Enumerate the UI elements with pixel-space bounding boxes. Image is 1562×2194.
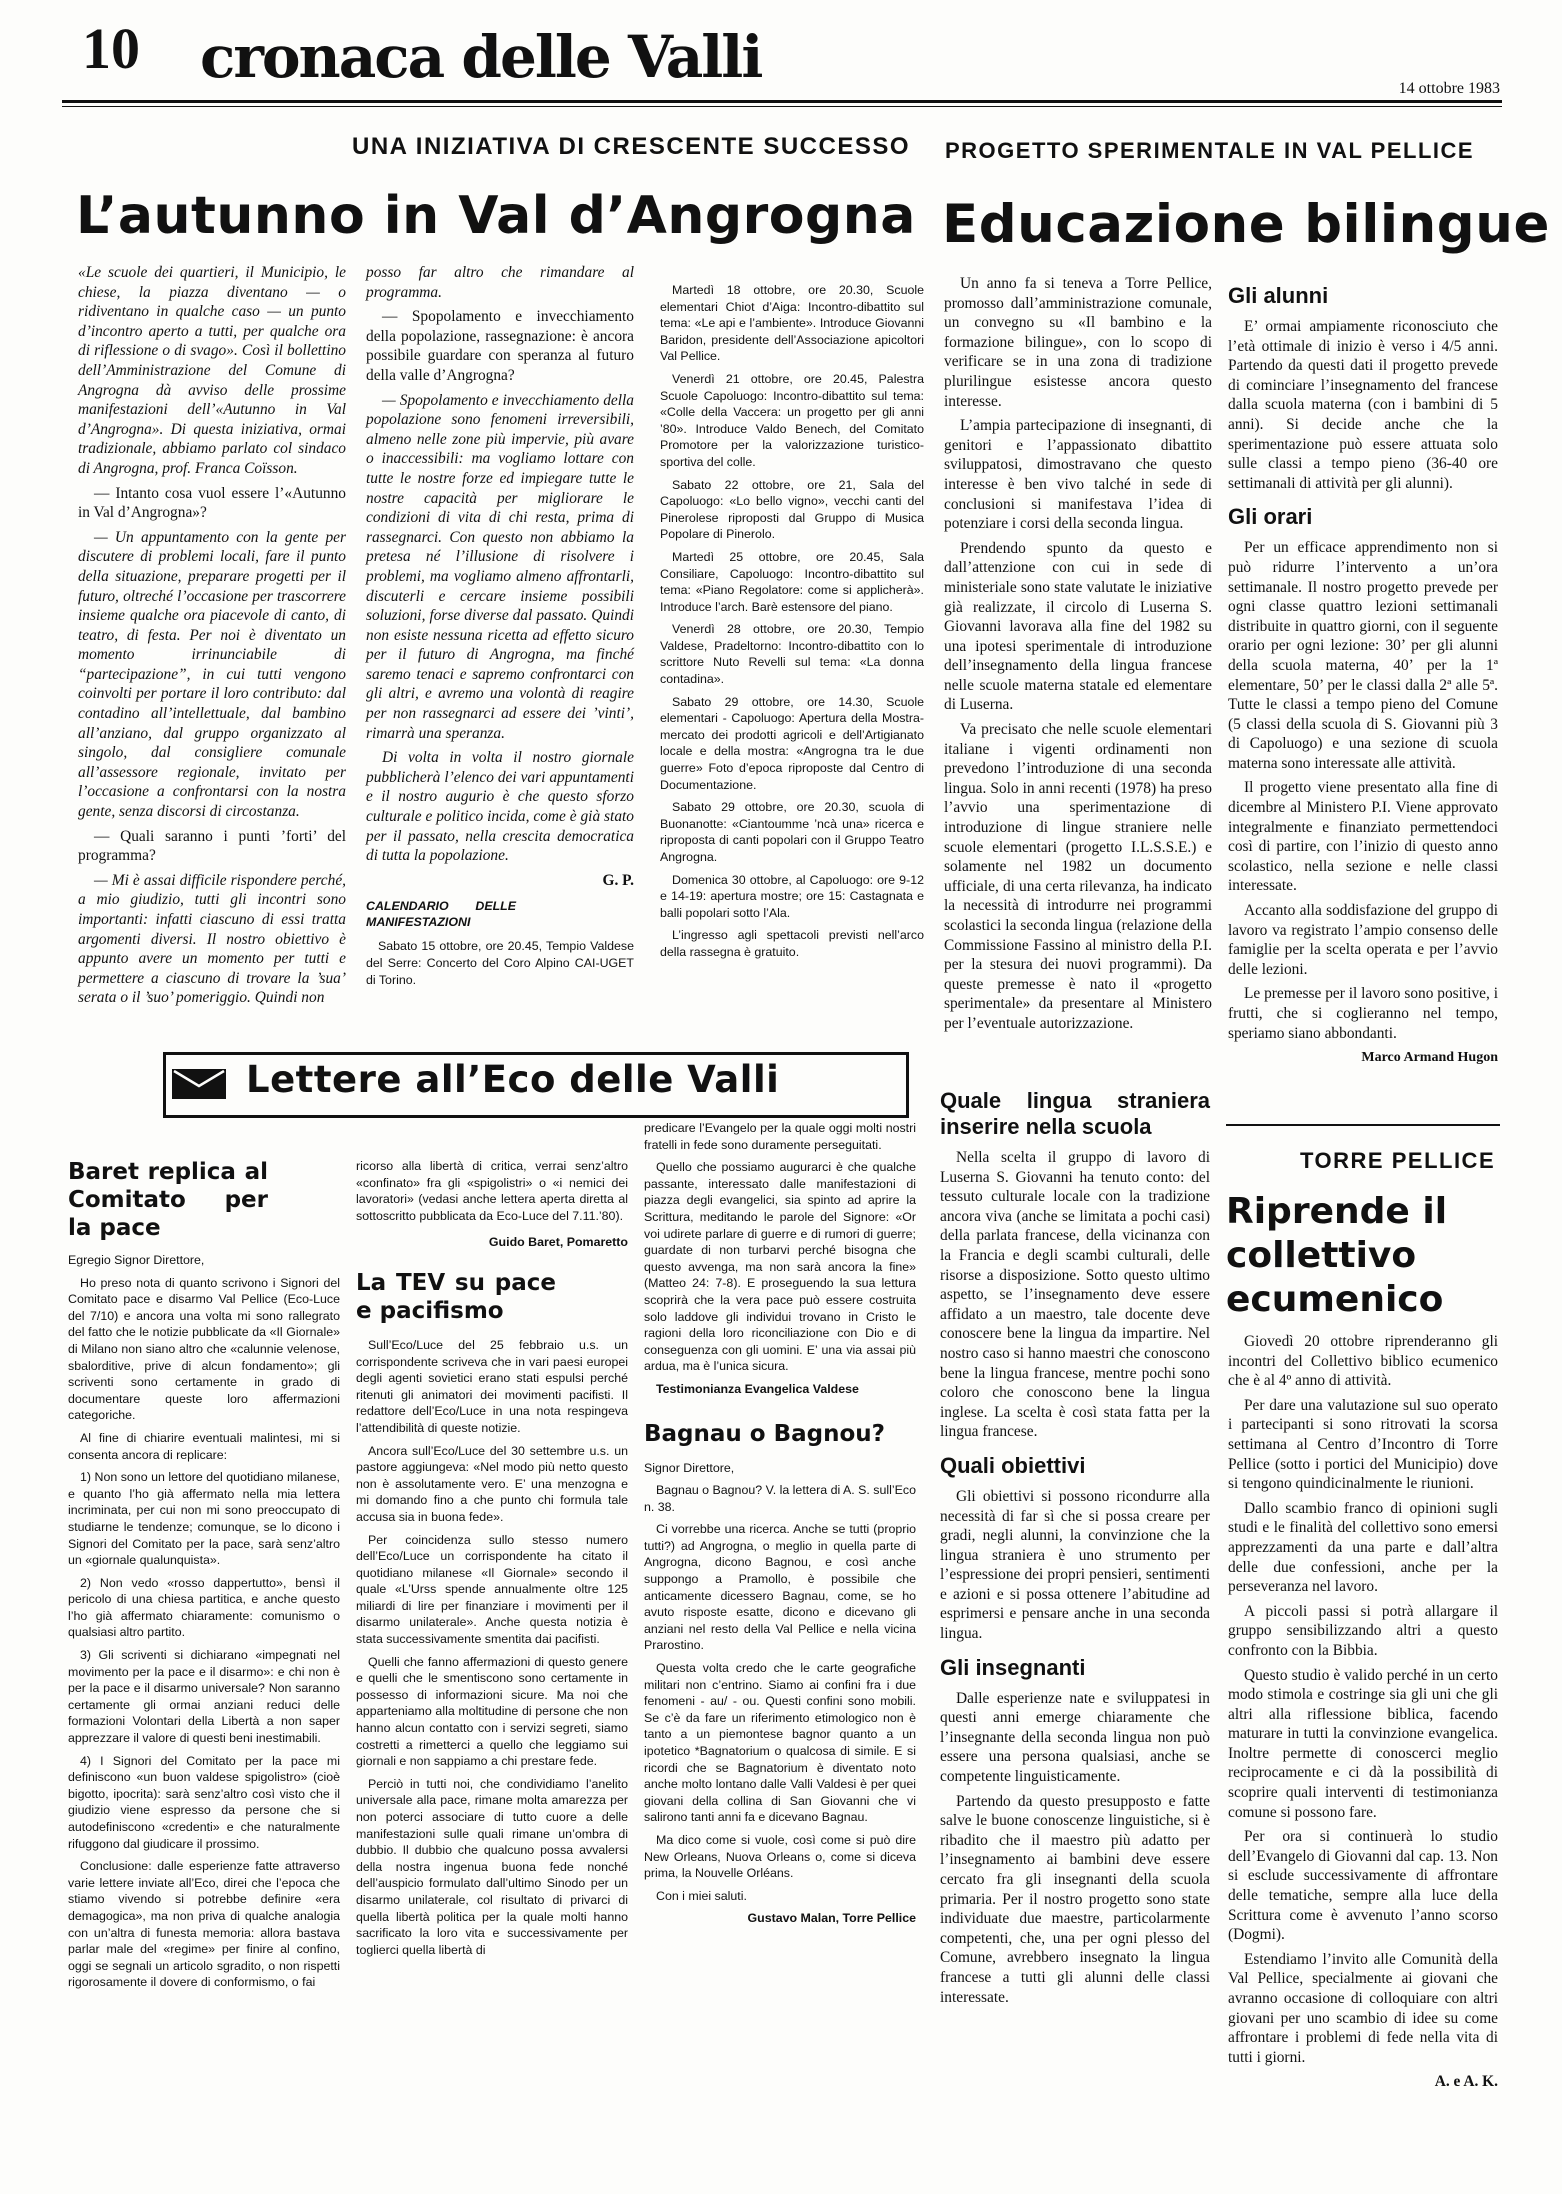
paragraph: Bagnau o Bagnou? V. la lettera di A. S. sull’Eco n. 38. xyxy=(644,1483,916,1514)
calendar-entry: Sabato 29 ottobre, ore 14.30, Scuole elementari - Capoluogo: Apertura della Mostra-mercato dei prodotti agricoli e dell’Artigianato locale e della mostra: «Angrogna tra le due guerre» Foto d’epoca riproposte dal Centro di Documentazione. xyxy=(660,694,924,792)
calendar-entry: L’ingresso agli spettacoli previsti nell’arco della rassegna è gratuito. xyxy=(660,928,924,959)
paragraph: ricorso alla libertà di critica, verrai senz’altro «confinato» fra gli «spigolistri» o «i nemici dei lavoratori» (vedasi anche lettera aperta diretta al sottoscritto pubblicata da Eco-Luce del 7.11.’80). xyxy=(356,1159,628,1223)
bilingue-column-3 xyxy=(940,1084,1210,2012)
paragraph: Per dare una valutazione sul suo operato i partecipanti si sono ritrovati la scorsa settimana al Centro d’Incontro di Torre Pellice (sotto i portici del Municipio) dove si tengono quindicinalmente le riunioni. xyxy=(1228,1396,1498,1493)
paragraph: — Un appuntamento con la gente per discutere di problemi locali, fare il punto della situazione, preparare progetti per il futuro, oltreché l’occasione per trascorrere insieme qualche ora piacevole di canto, di teatro, di festa. Per noi è diventato un momento irrinunciabile di “partecipazione”, in cui tutti vengono coinvolti per portare il loro contributo: dal contadino all’intellettuale, dal bambino all’anziano, dal gruppo organizzato al singolo, dal consigliere comunale all’assessore regionale, invitato per l’occasione a confrontarsi con la nostra gente, senza discorsi di circostanza. xyxy=(78,528,346,821)
paragraph: 4) I Signori del Comitato per la pace mi definiscono «un buon valdese spigolistro» (cioè bigotto, ipocrita): sarà senz’altro così visto che il giudizio viene espresso da persone che si autodefiniscono «credenti» e che naturalmente rifuggono dal giudicare il prossimo. xyxy=(68,1753,340,1851)
paragraph: Va precisato che nelle scuole elementari italiane i vigenti ordinamenti non prevedono l’introduzione di una seconda lingua. Solo in anni recenti (1978) ha preso l’avvio una sperimentazione di introduzione di lingue straniere nelle scuole elementari (progetto I.L.S.S.E.) e solamente nel 1982 un documento ufficiale, di una certa rilevanza, ha indicato la necessità di introdurre nei programmi scolastici la seconda lingua (relazione della Commissione Fassino al ministro della P.I. per la stesura dei nuovi programmi). Da queste premesse è nato il «progetto sperimentale» da presentare al Ministero per l’eventuale autorizzazione. xyxy=(944,721,1212,1032)
paragraph: «Le scuole dei quartieri, il Municipio, le chiese, la piazza diventano — o ridiventano in qualche caso — un punto d’incontro aperto a tutti, per qualche ora di riflessione o di svago». Così il bollettino dell’Amministrazione del Comune di Angrogna dà avviso delle prossime manifestazioni dell’«Autunno in Val d’Angrogna». Di questa iniziativa, ormai tradizionale, abbiamo parlato col sindaco di Angrogna, prof. Franca Coïsson. xyxy=(78,264,346,477)
calendar-entry: Martedì 18 ottobre, ore 20.30, Scuole elementari Chiot d’Aiga: Incontro-dibattito sul tema: «Le api e l’ambiente». Introduce Giovanni Baridon, presidente dell’Associazione apicoltori Val Pellice. xyxy=(660,283,924,364)
paragraph: Questo studio è valido perché in un certo modo stimola e costringe sia gli uni che gli altri alla riflessione biblica, facendo maturare in tutti la convinzione evangelica. Inoltre permette di conoscerci meglio reciprocamente e ci dà la possibilità di scoprire quali interventi di testimonianza comune si possono fare. xyxy=(1228,1666,1498,1821)
paragraph: Conclusione: dalle esperienze fatte attraverso varie lettere inviate all’Eco, direi che l’epoca che stiamo vivendo si potrebbe definire «era demagogica», ma non priva di qualche analogia con un’altra di funesta memoria: allora bastava parlar male del «regime» per finire al confino, oggi se segnali un articolo sgradito, o non rispetti rigorosamente il dovere di conformismo, o fai xyxy=(68,1859,340,1990)
paragraph: Partendo da questo presupposto e fatte salve le buone conoscenze linguistiche, si è ribadito che il maestro più adatto per l’insegnamento ai bambini deve essere cercato fra gli insegnanti della scuola primaria. Per il nostro progetto sono state individuate due maestre, particolarmente competenti, che, una per ogni plesso del Comune, avrebbero insegnato la lingua francese a tutti gli alunni delle classi interessate. xyxy=(940,1792,1210,2006)
paragraph: Nella scelta il gruppo di lavoro di Luserna S. Giovanni ha tenuto conto: del tessuto culturale locale con la tradizione ancora viva (anche se limitata a pochi casi) della parlata francese, della vicinanza con la Francia e degli scambi culturali, delle risorse a disposizione. Sotto questo ultimo aspetto, se l’insegnamento deve essere affidato a un maestro, tale docente deve conoscere bene la lingua da impartire. Nel nostro caso si hanno maestri che conoscono bene la lingua francese, mentre pochi sono coloro che conoscono bene la lingua inglese. La scelta è così stata fatta per la lingua francese. xyxy=(940,1149,1210,1441)
subheading-insegnanti: Gli insegnanti xyxy=(940,1654,1086,1680)
subheading-alunni: Gli alunni xyxy=(1228,283,1329,308)
paragraph: Ho preso nota di quanto scrivono i Signori del Comitato pace e disarmo Val Pellice (Eco-Luce del 7/10) e ancora una volta mi sono rallegrato del fatto che le notizie pubblicate da «Il Giornale» di Milano non siano altro che «calunnie velenose, sbalorditive, prive di alcun fondamento»; gli scriventi sono certamente in grado di documentare queste loro affermazioni categoriche. xyxy=(68,1275,340,1423)
letter-baret-title: Baret replica al Comitato per la pace xyxy=(68,1159,268,1241)
torre-headline: Riprende il collettivo ecumenico xyxy=(1226,1191,1448,1320)
paragraph: Giovedì 20 ottobre riprenderanno gli incontri del Collettivo biblico ecumenico che è al 4º anno di attività. xyxy=(1228,1333,1498,1390)
paragraph: 1) Non sono un lettore del quotidiano milanese, e quanto l’ho già affermato nella mia lettera incriminata, per cui non mi sono preoccupato di studiarne le tendenze; comunque, se lo dicono i Signori del Comitato per la pace, sarà senz’altro un «giornale qualunquista». xyxy=(68,1470,340,1568)
torre-rule xyxy=(1226,1124,1500,1126)
letter-tev-title: La TEV su pace e pacifismo xyxy=(356,1269,556,1324)
bilingue-column-1 xyxy=(944,274,1212,1039)
subheading-orari: Gli orari xyxy=(1228,504,1313,530)
issue-date: 14 ottobre 1983 xyxy=(1398,80,1500,97)
paragraph: Estendiamo l’invito alle Comunità della Val Pellice, specialmente ai giovani che avranno occasione di colloquiare con altri giovani per uno scambio di idee su come affrontare i problemi di fede nella vita di tutti i giorni. xyxy=(1228,1950,1498,2066)
article-signature: A. e A. K. xyxy=(1434,2073,1498,2091)
article-signature: Marco Armand Hugon xyxy=(1361,1050,1498,1066)
bilingue-kicker: PROGETTO SPERIMENTALE IN VAL PELLICE xyxy=(945,138,1475,163)
paragraph: Egregio Signor Direttore, xyxy=(68,1253,205,1267)
paragraph: — Spopolamento e invecchiamento della popolazione sono fenomeni irreversibili, almeno nelle zone più impervie, più avare o inaccessibili: ma vogliamo lottare con tutte le nostre forze ed impiegare tutte le nostre capacità per migliorare le condizioni di vita di chi resta, prima di rassegnarci. Con questo non abbiamo la pretesa né l’illusione di risolvere i problemi, ma vogliamo almeno affrontarli, discuterli e cercare insieme possibili soluzioni, forse diverse dal passato. Quindi non esiste nessuna ricetta ad effetto sicuro per il futuro di Angrogna, ma finché saremo tenaci e sapremo confrontarci con gli altri, e avremo una volontà di reagire per non rassegnarci ad essere dei ’vinti’, rimarrà una speranza. xyxy=(366,391,634,742)
paragraph: Con i miei saluti. xyxy=(656,1888,747,1903)
paragraph: Quello che possiamo augurarci è che qualche passante, interessato dalle manifestazioni di piazza degli evangelici, sia spinto ad aprire la Scrittura, meditando le parole del Signore: «Or voi udirete parlare di guerre e di rumori di guerre; guardate di non turbarvi perché bisogna che questo avvenga, ma non sarà ancora la fine» (Matteo 24: 7-8). E proseguendo la sua lettura scoprirà che la vera pace può essere costruita solo laddove gli individui trovano in Cristo le ragioni della loro riconciliazione con Dio e di conseguenza con gli uomini. E’ una via assai più ardua, ma è l’unica sicura. xyxy=(644,1160,916,1374)
paragraph: — Quali saranno i punti ’forti’ del programma? xyxy=(78,827,346,865)
torre-kicker: TORRE PELLICE xyxy=(1300,1148,1496,1173)
paragraph: 3) Gli scriventi si dichiarano «impegnati nel movimento per la pace e il disarmo»: e chi non è per la pace e il disarmo universale? Non saranno certamente gli ormai anziani reduci delle formazioni Volontari della Libertà a non saper apprezzare il valore di questi beni inestimabili. xyxy=(68,1648,340,1746)
angrogna-column-1 xyxy=(78,263,346,1013)
calendar-entry: Sabato 22 ottobre, ore 21, Sala del Capoluogo: «Lo bello vigno», vecchi canti del Pinerolese riproposti dal Gruppo di Musica Popolare di Pinerolo. xyxy=(660,477,924,542)
paragraph: Il progetto viene presentato alla fine di dicembre al Ministero P.I. Viene approvato integralmente e finanziato permettendoci così di partire, con l’inizio di questo anno scolastico, nella sezione e nelle classi interessate. xyxy=(1228,779,1498,895)
letter-baret-column xyxy=(68,1158,340,1997)
paragraph: — Spopolamento e invecchiamento della popolazione, rassegnazione: è ancora possibile guardare con speranza al futuro della valle d’Angrogna? xyxy=(366,308,634,384)
paragraph: Perciò in tutti noi, che condividiamo l’anelito universale alla pace, rimane molta amarezza per non poterci associare di tutto cuore a delle manifestazioni sulle quali rimane un’ombra di dubbio. Il dubbio che qualcuno possa avvalersi della nostra ingenua buona fede nonché dell’auspicio formulato dall’ultimo Sinodo per un disarmo unilaterale, col risultato di privarci di quella libertà politica per la quale molti hanno sacrificato la loro vita e successivamente per toglierci quella libertà di xyxy=(356,1776,628,1957)
paragraph: Le premesse per il lavoro sono positive, i frutti, che si coglieranno nel tempo, speriamo siano abbondanti. xyxy=(1228,985,1498,1042)
paragraph: 2) Non vedo «rosso dappertutto», bensì il pericolo di una chiesa partitica, e anche questo l’ho già affermato chiaramente: comunismo o qualsiasi altro partito. xyxy=(68,1575,340,1640)
paragraph: — Intanto cosa vuol essere l’«Autunno in Val d’Angrogna»? xyxy=(78,484,346,522)
paragraph: Questa volta credo che le carte geografiche militari non c’entrino. Siamo ai confini fra i due fenomeni - au/ - ou. Questi confini sono mobili. Se c’è da fare un riferimento etimologico non è tanto a un piemontese bagnor quanto a un ipotetico *Bagnatorium o qualcosa di simile. E si ricordi che se Bagnatorium è diventato noto anche molto lontano dalle Valli Valdesi è per quei giovani della collina di San Giovanni che vi salirono tanti anni fa e dicevano Bagnau. xyxy=(644,1661,916,1825)
paragraph: Ci vorrebbe una ricerca. Anche se tutti (proprio tutti?) ad Angrogna, o meglio in quella parte di Angrogna, dicono Bagnou, e così anche suppongo a Pramollo, è possibile che anticamente dicessero Bagnau, come, se ho avuto risposte esatte, dicono e dicevano gli anziani nel resto della Val Pellice e nella vicina Prarostino. xyxy=(644,1522,916,1653)
paragraph: Quelli che fanno affermazioni di questo genere e quelli che le smentiscono sono certamente in possesso di informazioni sicure. Ma noi che apparteniamo alla moltitudine di persone che non hanno alcun contatto con i servizi segreti, siamo costretti a rimetterci a quello che leggiamo sui giornali e non sappiamo a chi prestare fede. xyxy=(356,1654,628,1769)
lettere-banner-title: Lettere all’Eco delle Valli xyxy=(246,1058,780,1101)
calendar-title: CALENDARIO DELLE MANIFESTAZIONI xyxy=(366,899,516,930)
letter-tev-column xyxy=(356,1158,628,1964)
paragraph: Per ora si continuerà lo studio dell’Evangelo di Giovanni dal cap. 13. Non si esclude successivamente di affrontare delle tematiche, sempre alla luce della Scrittura come è avvenuto l’anno scorso (Dogmi). xyxy=(1228,1828,1498,1944)
paragraph: Dalle esperienze nate e sviluppatesi in questi anni emerge chiaramente che l’insegnante della seconda lingua non può essere una persona qualsiasi, anche se competente linguisticamente. xyxy=(940,1689,1210,1786)
calendar-entry: Venerdì 21 ottobre, ore 20.45, Palestra Scuole Capoluogo: Incontro-dibattito sul tema: «Colle della Vaccera: un progetto per gli anni ’80». Introduce Valdo Benech, del Comitato Promotore per la valorizzazione turistico-sportiva del colle. xyxy=(660,371,924,469)
paragraph: Per un efficace apprendimento non si può ridurre l’intervento a un’ora settimanale. Il nostro progetto prevede per ogni classe quattro lezioni settimanali distribuite in quattro giorni, con il seguente orario per ogni lezione: 30’ per gli alunni della scuola materna, 40’ per la 1ª elementare, 50’ per le classi dalla 2ª alle 5ª. Tutte le classi a tempo pieno del Comune (5 classi della scuola di S. Giovanni più 3 di Capoluogo) e una sezione di scuola materna sono interessate alle attività. xyxy=(1228,539,1498,772)
lettere-banner xyxy=(163,1052,909,1118)
letter-signature: Testimonianza Evangelica Valdese xyxy=(656,1381,859,1396)
paragraph: Dallo scambio franco di opinioni sugli studi e le finalità del collettivo sono emersi apprezzamenti da una parte e dall’altra delle due confessioni, anche per la perseveranza nel lavoro. xyxy=(1228,1499,1498,1596)
paragraph: Al fine di chiarire eventuali malintesi, mi si consenta ancora di replicare: xyxy=(68,1430,340,1462)
paragraph: Accanto alla soddisfazione del gruppo di lavoro va registrato l’ampio consenso delle famiglie per la scelta operata e per l’avvio delle lezioni. xyxy=(1228,902,1498,978)
paragraph: Sull’Eco/Luce del 25 febbraio u.s. un corrispondente scriveva che in vari paesi europei degli agenti sovietici erano stati espulsi perché ritenuti gli animatori dei movimenti pacifisti. Il redattore dell’Eco/Luce in una nota respingeva l’attendibilità di queste notizie. xyxy=(356,1337,628,1435)
paragraph: Gli obiettivi si possono ricondurre alla necessità di far sì che si possa creare per gradi, negli alunni, la convinzione che la lingua straniera è uno strumento per l’espressione dei propri pensieri, sentimenti e azioni e si possa ottenere l’abitudine ad esprimersi e pensare anche in una seconda lingua. xyxy=(940,1487,1210,1643)
paragraph: predicare l’Evangelo per la quale oggi molti nostri fratelli in fede sono duramente perseguitati. xyxy=(644,1121,916,1152)
subheading-obiettivi: Quali obiettivi xyxy=(940,1452,1086,1478)
calendar-column xyxy=(660,282,924,967)
calendar-entry: Martedì 25 ottobre, ore 20.45, Sala Consiliare, Capoluogo: Incontro-dibattito sul tema: «Piano Regolatore: come si applicherà». Introduce l’arch. Barè estensore del piano. xyxy=(660,549,924,614)
torre-body xyxy=(1228,1332,1498,2097)
angrogna-column-2 xyxy=(366,263,634,988)
angrogna-kicker: UNA INIZIATIVA DI CRESCENTE SUCCESSO xyxy=(352,133,911,160)
masthead-rule-thin xyxy=(62,106,1502,107)
paragraph: Prendendo spunto da questo e dall’attenzione con cui in sede di ministeriale sono state valutate le iniziative già realizzate, il circolo di Luserna S. Giovanni lavorava alla fine del 1982 su una ipotesi sperimentale di introduzione dell’insegnamento della lingua francese nelle scuole materna statale ed elementare di Luserna. xyxy=(944,539,1212,714)
calendar-entry: Sabato 29 ottobre, ore 20.30, scuola di Buonanotte: «Ciantoumme ’ncà una» ricerca e riproposta di canti popolari con il Gruppo Teatro Angrogna. xyxy=(660,800,924,864)
paragraph: — Mi è assai difficile rispondere perché, a mio giudizio, tutti gli incontri sono importanti: infatti ciascuno di essi tratta argomenti diversi. Il nostro obiettivo è appunto avere un momento per tutti e permettere a ciascuno di trovare la ’sua’ serata o il ’suo’ pomeriggio. Quindi non xyxy=(78,871,346,1007)
bilingue-headline: Educazione bilingue xyxy=(942,194,1550,255)
letter-bagnau-title: Bagnau o Bagnou? xyxy=(644,1420,886,1447)
letter-bagnau-column xyxy=(644,1120,916,1933)
envelope-icon xyxy=(172,1069,226,1099)
calendar-entry: Venerdì 28 ottobre, ore 20.30, Tempio Valdese, Pradeltorno: Incontro-dibattito con lo scrittore Nuto Revelli sul tema: «La donna contadina». xyxy=(660,622,924,687)
bilingue-column-2 xyxy=(1228,278,1498,1073)
paragraph: Ma dico come si vuole, così come si può dire New Orleans, Nuova Orleans o, come si diceva prima, la Nouvelle Orléans. xyxy=(644,1832,916,1881)
paragraph: Signor Direttore, xyxy=(644,1460,735,1475)
masthead-rule xyxy=(62,100,1502,103)
subheading-quale-lingua: Quale lingua straniera inserire nella scuola xyxy=(940,1088,1210,1139)
letter-signature: Gustavo Malan, Torre Pellice xyxy=(747,1911,916,1926)
paragraph: Di volta in volta il nostro giornale pubblicherà l’elenco dei vari appuntamenti e il nostro augurio è che questo sforzo culturale e politico incida, come è già stato per il passato, nella crescita democratica di tutta la popolazione. xyxy=(366,749,634,865)
paragraph: posso far altro che rimandare al programma. xyxy=(366,264,634,301)
angrogna-headline: L’autunno in Val d’Angrogna xyxy=(76,186,916,246)
page-number: 10 xyxy=(82,16,140,81)
paragraph: A piccoli passi si potrà allargare il gruppo sensibilizzando altri a questo confronto con la Bibbia. xyxy=(1228,1602,1498,1659)
paragraph: Ancora sull’Eco/Luce del 30 settembre u.s. un pastore aggiungeva: «Nel modo più netto questo non è assolutamente vero. E’ una menzogna e mi domando fino a che punto chi formula tale accusa sia in buona fede». xyxy=(356,1443,628,1524)
paragraph: E’ ormai ampiamente riconosciuto che l’età ottimale di inizio è verso i 4/5 anni. Partendo da questi dati il progetto prevede di cominciare l’insegnamento del francese dalla scuola materna (con i bambini di 5 anni). Si decide anche che la sperimentazione può essere attuata solo sulle classi a tempo pieno (36-40 ore settimanali di attività per gli alunni). xyxy=(1228,318,1498,492)
paragraph: Per coincidenza sullo stesso numero dell’Eco/Luce un corrispondente ha citato il quotidiano milanese «Il Giornale» secondo il quale «L’Urss spende annualmente oltre 125 miliardi di lire per finanziare i movimenti per il disarmo unilaterale». Anche questa notizia è stata successivamente smentita dai pacifisti. xyxy=(356,1532,628,1647)
letter-signature: Guido Baret, Pomaretto xyxy=(488,1235,628,1250)
newspaper-title: cronaca delle Valli xyxy=(200,23,762,91)
paragraph: L’ampia partecipazione di insegnanti, di genitori e l’appassionato dibattito sviluppatosi, dimostravano che questo interesse è ben vivo talché in sede di conclusioni si manifestava l’idea di potenziare i corsi della seconda lingua. xyxy=(944,417,1212,533)
paragraph: Un anno fa si teneva a Torre Pellice, promosso dall’amministrazione comunale, un convegno su «Il bambino e la formazione bilingue», con lo scopo di verificare se in una zona di tradizione plurilingue esistesse ancora questo interesse. xyxy=(944,275,1212,410)
calendar-entry: Domenica 30 ottobre, al Capoluogo: ore 9-12 e 14-19: apertura mostre; ore 15: Castagnata e balli popolari sotto l’Ala. xyxy=(660,872,924,920)
article-signature: G. P. xyxy=(602,871,634,889)
calendar-entry: Sabato 15 ottobre, ore 20.45, Tempio Valdese del Serre: Concerto del Coro Alpino CAI-UGET di Torino. xyxy=(366,939,634,987)
